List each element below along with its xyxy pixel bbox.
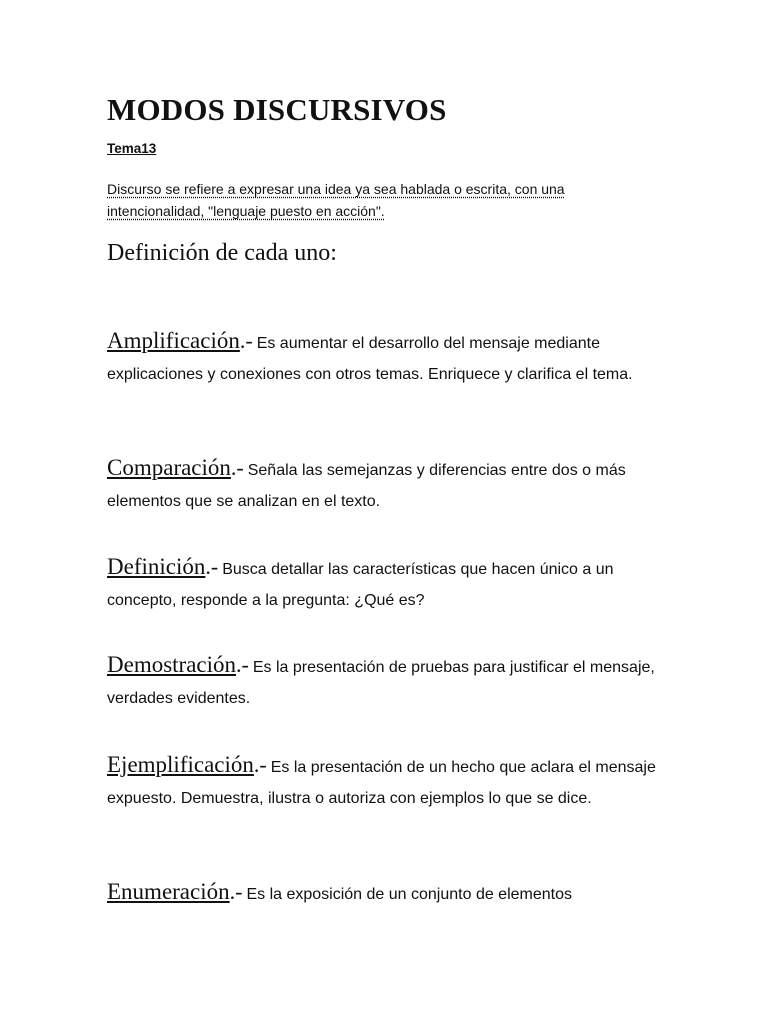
term-separator: .-	[239, 328, 253, 353]
document-subtitle: Tema13	[107, 141, 157, 156]
term-separator: .-	[253, 752, 267, 777]
definition-term: Comparación	[107, 455, 231, 480]
term-separator: .-	[230, 455, 244, 480]
definition-entry	[107, 452, 662, 517]
definition-term: Amplificación	[107, 328, 240, 353]
definition-term: Definición	[107, 554, 206, 579]
definition-entry	[107, 551, 662, 616]
intro-paragraph: Discurso se refiere a expresar una idea ya sea hablada o escrita, con una intencionalidad, "lenguaje puesto en acción".	[107, 181, 565, 219]
definition-term: Enumeración	[107, 879, 230, 904]
definition-entry	[107, 876, 662, 910]
section-heading: Definición de cada uno:	[107, 240, 337, 266]
definition-entry	[107, 649, 662, 714]
definition-text: Señala las semejanzas y diferencias entre dos o más elementos que se analizan en el texto.	[107, 462, 626, 510]
definition-text: Es aumentar el desarrollo del mensaje mediante explicaciones y conexiones con otros temas. Enriquece y clarifica el tema.	[107, 335, 633, 383]
term-separator: .-	[205, 554, 219, 579]
definition-text: Busca detallar las características que hacen único a un concepto, responde a la pregunta: ¿Qué es?	[107, 561, 614, 609]
term-separator: .-	[229, 879, 243, 904]
definition-text: Es la exposición de un conjunto de elementos	[246, 886, 572, 903]
term-separator: .-	[236, 652, 249, 677]
definition-text: Es la presentación de pruebas para justificar el mensaje, verdades evidentes.	[107, 659, 655, 707]
definition-entry	[107, 325, 662, 390]
definition-text: Es la presentación de un hecho que aclara el mensaje expuesto. Demuestra, ilustra o autoriza con ejemplos lo que se dice.	[107, 759, 656, 807]
definition-entry	[107, 749, 662, 814]
document-title: MODOS DISCURSIVOS	[107, 92, 447, 127]
definition-term: Demostración	[107, 652, 237, 677]
definition-term: Ejemplificación	[107, 752, 254, 777]
